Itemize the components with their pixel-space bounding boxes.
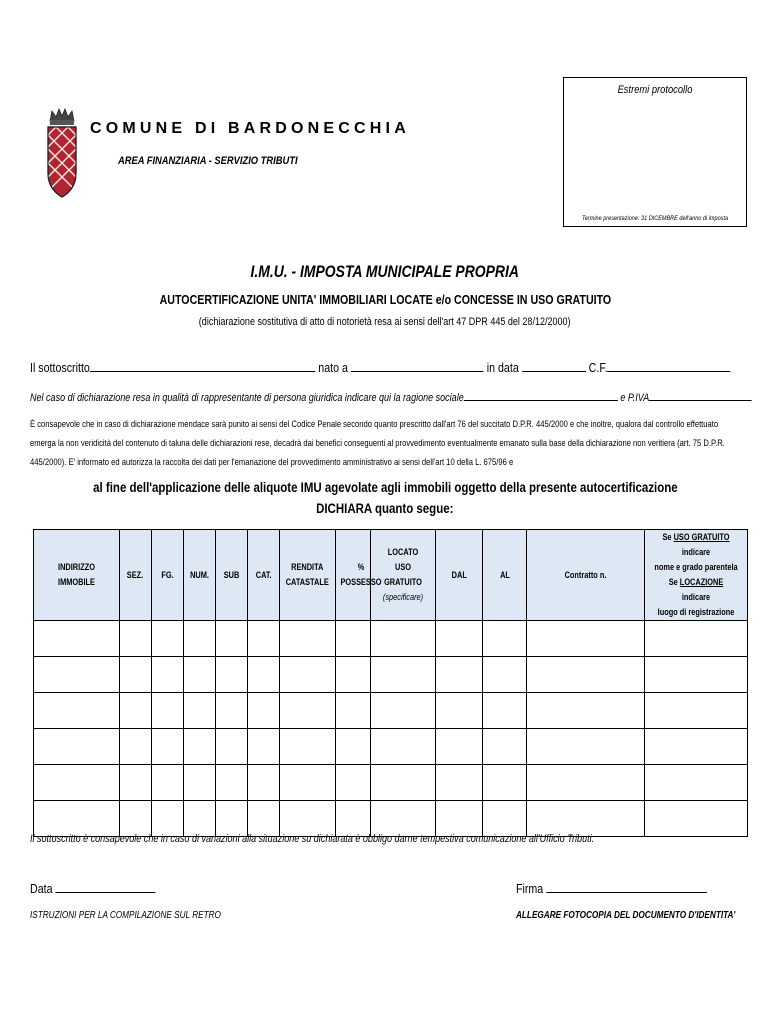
- table-cell[interactable]: [184, 693, 216, 729]
- legal-reference: [0, 316, 770, 328]
- col-notes: [645, 530, 748, 621]
- col-possesso-2: POSSESSO: [340, 577, 382, 587]
- table-cell[interactable]: [120, 693, 152, 729]
- table-cell[interactable]: [34, 801, 120, 837]
- table-cell[interactable]: [336, 621, 371, 657]
- col-note-1a: Se: [662, 532, 674, 542]
- date-row: [30, 880, 156, 896]
- declaration-purpose: [0, 477, 770, 519]
- table-cell[interactable]: [336, 765, 371, 801]
- signature-label: Firma: [516, 881, 544, 896]
- col-locato-1: LOCATO: [387, 547, 419, 557]
- col-contract: [527, 530, 645, 621]
- declarant-row: [30, 359, 731, 375]
- col-note-2: nome e grado parentela: [654, 562, 738, 572]
- table-cell[interactable]: [645, 765, 748, 801]
- col-category: [248, 530, 280, 621]
- table-cell[interactable]: [184, 765, 216, 801]
- table-cell[interactable]: [184, 657, 216, 693]
- table-cell[interactable]: [483, 765, 527, 801]
- table-cell[interactable]: [184, 801, 216, 837]
- table-header-row: [34, 530, 748, 621]
- table-cell[interactable]: [152, 729, 184, 765]
- table-cell[interactable]: [371, 765, 436, 801]
- table-cell[interactable]: [216, 765, 248, 801]
- table-cell[interactable]: [34, 693, 120, 729]
- table-cell[interactable]: [216, 621, 248, 657]
- table-row: [34, 801, 748, 837]
- tax-code-field[interactable]: [608, 359, 731, 372]
- table-cell[interactable]: [216, 729, 248, 765]
- table-row: [34, 765, 748, 801]
- table-cell[interactable]: [184, 621, 216, 657]
- variations-note: Il sottoscritto è consapevole che in caso di variazioni alla situazione su dichiarata è obbligo darne tempestiva comunicazione all'Ufficio Tributi.: [30, 833, 595, 845]
- table-cell[interactable]: [436, 801, 483, 837]
- protocol-box-title: Estremi protocollo: [617, 84, 693, 96]
- document-subtitle-text: AUTOCERTIFICAZIONE UNITA' IMMOBILIARI LOCATE e/o CONCESSE IN USO GRATUITO: [159, 292, 611, 307]
- col-from: [436, 530, 483, 621]
- table-cell[interactable]: [120, 765, 152, 801]
- col-to-label: AL: [499, 569, 510, 580]
- table-cell[interactable]: [527, 693, 645, 729]
- table-cell[interactable]: [280, 657, 336, 693]
- table-cell[interactable]: [248, 765, 280, 801]
- document-subtitle: [0, 292, 770, 307]
- date-field[interactable]: [55, 880, 155, 893]
- col-from-label: DAL: [451, 569, 467, 580]
- table-cell[interactable]: [216, 657, 248, 693]
- document-title: [0, 262, 770, 282]
- table-cell[interactable]: [336, 693, 371, 729]
- attach-id-note: ALLEGARE FOTOCOPIA DEL DOCUMENTO D'IDENTITA': [516, 910, 736, 921]
- birthdate-field[interactable]: [522, 359, 586, 372]
- table-cell[interactable]: [527, 657, 645, 693]
- birthplace-label: nato a: [318, 360, 348, 375]
- table-cell[interactable]: [371, 657, 436, 693]
- table-cell[interactable]: [152, 765, 184, 801]
- col-sheet: [152, 530, 184, 621]
- signature-field[interactable]: [546, 880, 707, 893]
- col-note-3a: Se: [668, 577, 680, 587]
- col-address-label: INDIRIZZO IMMOBILE: [58, 562, 95, 587]
- col-locato-2: USO GRATUITO: [384, 562, 422, 587]
- col-locato-3: (specificare): [382, 592, 424, 602]
- table-cell[interactable]: [120, 657, 152, 693]
- table-cell[interactable]: [371, 693, 436, 729]
- col-to: [483, 530, 527, 621]
- table-cell[interactable]: [152, 801, 184, 837]
- table-cell[interactable]: [152, 621, 184, 657]
- col-contract-label: Contratto n.: [564, 569, 607, 580]
- table-cell[interactable]: [184, 729, 216, 765]
- declaration-disclaimer: È consapevole che in caso di dichiarazione mendace sarà punito ai sensi del Codice Penale secondo quanto prescritto dall'art 76 del succitato D.P.R. 445/2000 e che inoltre, qualora dal controllo effettuato emerga la non veridicità del contenuto di taluna delle dichiarazioni rese, decadrà dai benefici conseguenti al provvedimento eventualmente emanato sulla base della dichiarazione non veritiera (art. 75 D.P.R. 445/2000). E' informato ed autorizza la raccolta dei dati per l'emanazione del provvedimento amministrativo ai sensi dell'art 10 della L. 675/96 e: [30, 419, 725, 467]
- signature-row: [516, 880, 707, 896]
- table-cell[interactable]: [248, 693, 280, 729]
- table-cell[interactable]: [216, 801, 248, 837]
- table-body: [34, 621, 748, 837]
- table-cell[interactable]: [34, 765, 120, 801]
- table-cell[interactable]: [152, 693, 184, 729]
- table-cell[interactable]: [248, 729, 280, 765]
- property-table: [33, 529, 748, 837]
- table-cell[interactable]: [436, 621, 483, 657]
- table-cell[interactable]: [436, 729, 483, 765]
- table-row: [34, 621, 748, 657]
- sottoscritto-label: Il sottoscritto: [30, 360, 90, 375]
- table-cell[interactable]: [483, 729, 527, 765]
- col-section: [120, 530, 152, 621]
- table-cell[interactable]: [336, 729, 371, 765]
- municipal-crest-icon: [44, 107, 80, 199]
- table-cell[interactable]: [645, 729, 748, 765]
- col-sub-label: SUB: [223, 569, 240, 580]
- col-cadastral-income: [280, 530, 336, 621]
- department-name: AREA FINANZIARIA - SERVIZIO TRIBUTI: [118, 155, 298, 167]
- protocol-box: [563, 77, 747, 227]
- birthplace-field[interactable]: [351, 359, 484, 372]
- table-cell[interactable]: [152, 657, 184, 693]
- table-cell[interactable]: [280, 801, 336, 837]
- document-title-text: I.M.U. - IMPOSTA MUNICIPALE PROPRIA: [250, 262, 520, 281]
- table-cell[interactable]: [527, 729, 645, 765]
- col-note-1b: USO GRATUITO: [673, 532, 730, 542]
- col-note-3c: indicare: [681, 592, 711, 602]
- table-cell[interactable]: [436, 657, 483, 693]
- table-cell[interactable]: [34, 657, 120, 693]
- col-section-label: SEZ.: [127, 569, 144, 580]
- tax-code-label: C.F.: [588, 360, 608, 375]
- table-cell[interactable]: [34, 729, 120, 765]
- name-field[interactable]: [90, 359, 316, 372]
- table-cell[interactable]: [280, 765, 336, 801]
- table-cell[interactable]: [336, 657, 371, 693]
- table-cell[interactable]: [280, 729, 336, 765]
- protocol-deadline-note: Termine presentazione: 31 DICEMBRE dell'anno di imposta: [581, 215, 729, 222]
- table-cell[interactable]: [436, 765, 483, 801]
- table-cell[interactable]: [280, 621, 336, 657]
- table-cell[interactable]: [645, 657, 748, 693]
- purpose-line-1: al fine dell'applicazione delle aliquote IMU agevolate agli immobili oggetto della presente autocertificazione: [92, 479, 678, 495]
- legal-reference-text: (dichiarazione sostitutiva di atto di notorietà resa ai sensi dell'art 47 DPR 445 del 28/12/2000): [199, 316, 571, 328]
- table-cell[interactable]: [248, 801, 280, 837]
- company-name-field[interactable]: [464, 388, 618, 401]
- vat-label: e P.IVA: [620, 392, 650, 404]
- table-cell[interactable]: [436, 693, 483, 729]
- table-cell[interactable]: [483, 621, 527, 657]
- table-row: [34, 729, 748, 765]
- table-cell[interactable]: [371, 621, 436, 657]
- representative-label: Nel caso di dichiarazione resa in qualità di rappresentante di persona giuridica indicare qui la ragione sociale: [30, 392, 464, 404]
- table-cell[interactable]: [120, 621, 152, 657]
- col-sheet-label: FG.: [161, 569, 174, 580]
- col-ownership: [336, 530, 382, 621]
- table-cell[interactable]: [120, 729, 152, 765]
- table-row: [34, 693, 748, 729]
- table-cell[interactable]: [248, 621, 280, 657]
- instructions-note: ISTRUZIONI PER LA COMPILAZIONE SUL RETRO: [30, 910, 221, 921]
- table-cell[interactable]: [371, 729, 436, 765]
- table-cell[interactable]: [483, 801, 527, 837]
- col-note-1c: indicare: [681, 547, 711, 557]
- col-rendita-2: CATASTALE: [285, 577, 330, 587]
- table-cell[interactable]: [280, 693, 336, 729]
- col-note-4: luogo di registrazione: [657, 607, 735, 617]
- table-cell[interactable]: [645, 801, 748, 837]
- table-cell[interactable]: [483, 693, 527, 729]
- col-rendita-1: RENDITA: [291, 562, 324, 572]
- table-cell[interactable]: [248, 657, 280, 693]
- table-row: [34, 657, 748, 693]
- col-note-3b: LOCAZIONE: [679, 577, 724, 587]
- purpose-line-2: DICHIARA quanto segue:: [316, 500, 454, 516]
- birthdate-label: in data: [486, 360, 519, 375]
- col-possesso-1: %: [357, 562, 365, 572]
- table-cell[interactable]: [336, 801, 371, 837]
- vat-field[interactable]: [649, 388, 752, 401]
- table-cell[interactable]: [527, 801, 645, 837]
- table-cell[interactable]: [645, 621, 748, 657]
- table-cell[interactable]: [645, 693, 748, 729]
- municipality-name: COMUNE DI BARDONECCHIA: [90, 120, 410, 137]
- col-number: [184, 530, 216, 621]
- col-number-label: NUM.: [190, 569, 209, 580]
- representative-row: [30, 388, 752, 404]
- date-label: Data: [30, 881, 53, 896]
- table-cell[interactable]: [371, 801, 436, 837]
- col-category-label: CAT.: [255, 569, 272, 580]
- table-cell[interactable]: [527, 621, 645, 657]
- table-cell[interactable]: [216, 693, 248, 729]
- col-sub: [216, 530, 248, 621]
- col-leased-free-use: [371, 530, 436, 621]
- table-cell[interactable]: [34, 621, 120, 657]
- table-cell[interactable]: [120, 801, 152, 837]
- table-cell[interactable]: [483, 657, 527, 693]
- col-address: [34, 530, 120, 621]
- table-cell[interactable]: [527, 765, 645, 801]
